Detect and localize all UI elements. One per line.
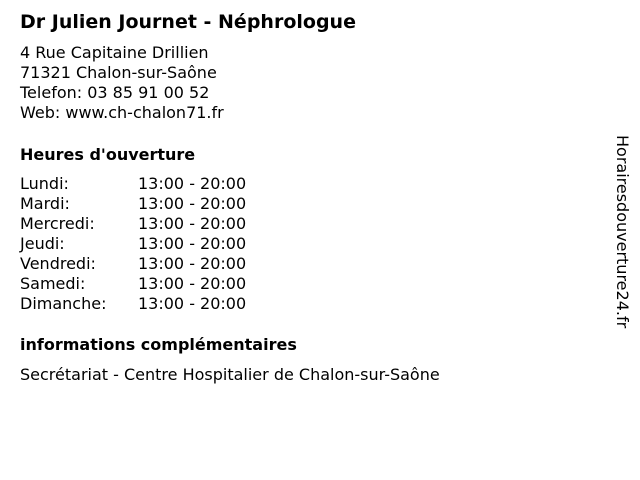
hours-row-wednesday <box>20 214 246 234</box>
hours-day: Vendredi: <box>20 254 96 273</box>
hours-day: Dimanche: <box>20 294 107 313</box>
website-link: Web: www.ch-chalon71.fr <box>20 103 224 122</box>
city-postal: 71321 Chalon-sur-Saône <box>20 63 217 82</box>
hours-day: Mardi: <box>20 194 70 213</box>
site-watermark: Horairesdouverture24.fr <box>613 135 632 329</box>
opening-hours-table <box>20 174 246 314</box>
additional-info-text: Secrétariat - Centre Hospitalier de Chalon-sur-Saône <box>20 365 440 384</box>
hours-time: 13:00 - 20:00 <box>138 254 247 273</box>
hours-row-tuesday <box>20 194 246 214</box>
hours-time: 13:00 - 20:00 <box>138 294 247 313</box>
additional-info-heading: informations complémentaires <box>20 335 297 354</box>
hours-row-monday <box>20 174 246 194</box>
hours-day: Jeudi: <box>20 234 65 253</box>
hours-time: 13:00 - 20:00 <box>138 194 247 213</box>
hours-row-saturday <box>20 274 246 294</box>
hours-row-friday <box>20 254 246 274</box>
hours-day: Samedi: <box>20 274 86 293</box>
hours-time: 13:00 - 20:00 <box>138 174 247 193</box>
street-address: 4 Rue Capitaine Drillien <box>20 43 209 62</box>
hours-day: Lundi: <box>20 174 69 193</box>
opening-hours-heading: Heures d'ouverture <box>20 145 196 164</box>
hours-time: 13:00 - 20:00 <box>138 234 247 253</box>
hours-row-sunday <box>20 294 246 314</box>
hours-time: 13:00 - 20:00 <box>138 274 247 293</box>
hours-time: 13:00 - 20:00 <box>138 214 247 233</box>
hours-day: Mercredi: <box>20 214 95 233</box>
page-title: Dr Julien Journet - Néphrologue <box>20 11 356 33</box>
address-block <box>20 43 224 123</box>
phone-number: Telefon: 03 85 91 00 52 <box>20 83 210 102</box>
hours-row-thursday <box>20 234 246 254</box>
